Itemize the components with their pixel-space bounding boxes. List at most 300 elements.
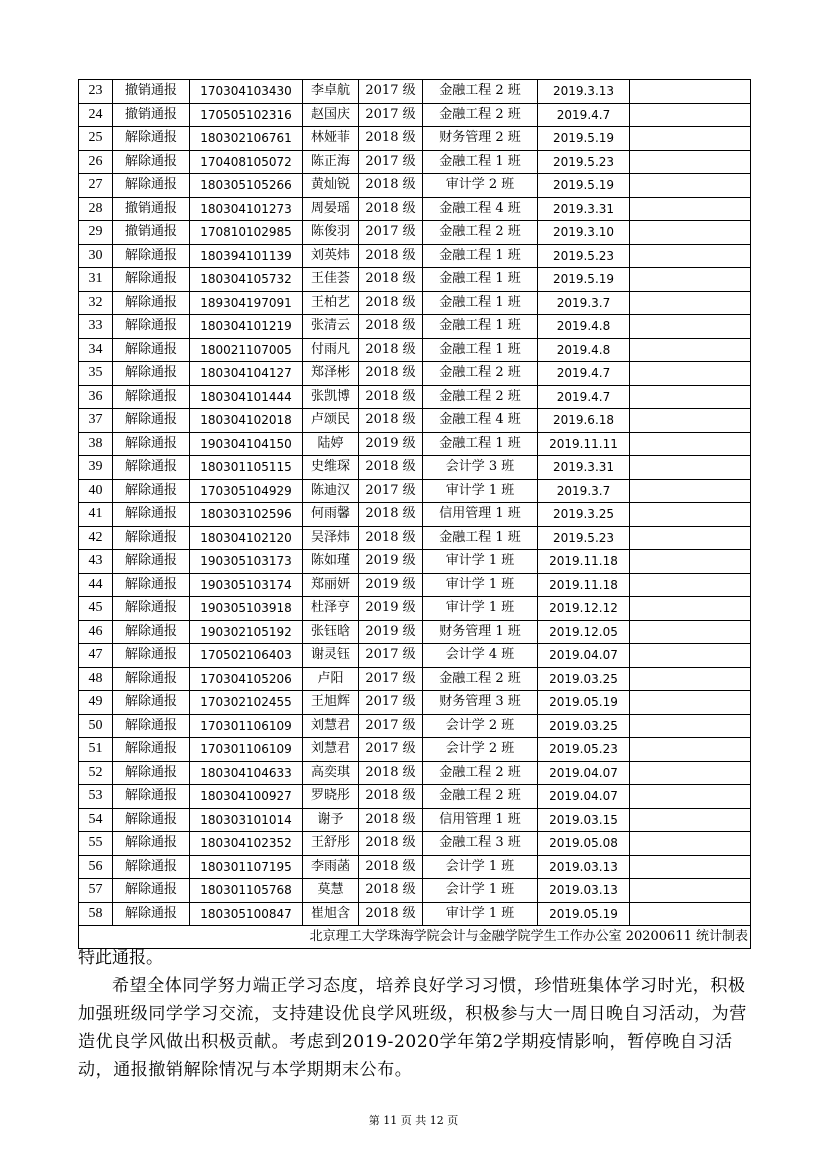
cell-student-id: 180305105266 <box>190 174 303 198</box>
cell-student-name: 王柏艺 <box>303 291 359 315</box>
cell-date: 2019.04.07 <box>538 785 630 809</box>
table-row <box>79 103 751 127</box>
cell-remark <box>630 409 751 433</box>
cell-date: 2019.03.13 <box>538 879 630 903</box>
cell-class: 金融工程 2 班 <box>423 103 538 127</box>
cell-student-id: 180304102018 <box>190 409 303 433</box>
cell-class: 金融工程 1 班 <box>423 432 538 456</box>
cell-grade: 2019 级 <box>359 620 423 644</box>
table-row <box>79 197 751 221</box>
cell-class: 金融工程 1 班 <box>423 268 538 292</box>
cell-date: 2019.3.13 <box>538 80 630 104</box>
table-row <box>79 738 751 762</box>
cell-class: 金融工程 2 班 <box>423 362 538 386</box>
cell-student-id: 170304103430 <box>190 80 303 104</box>
cell-grade: 2017 级 <box>359 221 423 245</box>
cell-date: 2019.5.19 <box>538 127 630 151</box>
cell-student-name: 陈迪汉 <box>303 479 359 503</box>
cell-grade: 2018 级 <box>359 197 423 221</box>
cell-grade: 2019 级 <box>359 432 423 456</box>
cell-student-id: 180021107005 <box>190 338 303 362</box>
cell-date: 2019.5.19 <box>538 174 630 198</box>
cell-student-id: 190305103918 <box>190 597 303 621</box>
cell-grade: 2018 级 <box>359 409 423 433</box>
cell-student-name: 林娅菲 <box>303 127 359 151</box>
cell-notice-type: 解除通报 <box>113 385 190 409</box>
table-row <box>79 244 751 268</box>
cell-class: 金融工程 3 班 <box>423 832 538 856</box>
cell-grade: 2017 级 <box>359 667 423 691</box>
cell-notice-type: 解除通报 <box>113 150 190 174</box>
cell-notice-type: 解除通报 <box>113 503 190 527</box>
cell-student-name: 王佳荟 <box>303 268 359 292</box>
cell-remark <box>630 244 751 268</box>
cell-index: 45 <box>79 597 113 621</box>
cell-student-id: 170301106109 <box>190 738 303 762</box>
page-number: 第 11 页 共 12 页 <box>368 1114 459 1127</box>
cell-notice-type: 解除通报 <box>113 644 190 668</box>
cell-date: 2019.12.05 <box>538 620 630 644</box>
cell-index: 34 <box>79 338 113 362</box>
cell-class: 会计学 2 班 <box>423 714 538 738</box>
cell-notice-type: 解除通报 <box>113 456 190 480</box>
cell-remark <box>630 902 751 926</box>
cell-student-id: 180303102596 <box>190 503 303 527</box>
cell-grade: 2018 级 <box>359 902 423 926</box>
closing-paragraph: 希望全体同学努力端正学习态度，培养良好学习习惯，珍惜班集体学习时光，积极加强班级同学学习交流，支持建设优良学风班级，积极参与大一周日晚自习活动，为营造优良学风做出积极贡献。考虑到2019-2020学年第2学期疫情影响，暂停晚自习活动，通报撤销解除情况与本学期期末公布。 <box>78 976 747 1080</box>
cell-date: 2019.04.07 <box>538 644 630 668</box>
cell-remark <box>630 785 751 809</box>
cell-grade: 2018 级 <box>359 761 423 785</box>
cell-notice-type: 解除通报 <box>113 620 190 644</box>
cell-date: 2019.05.19 <box>538 902 630 926</box>
table-row <box>79 409 751 433</box>
cell-notice-type: 解除通报 <box>113 902 190 926</box>
cell-student-name: 张钰晗 <box>303 620 359 644</box>
cell-remark <box>630 550 751 574</box>
cell-student-name: 陆婷 <box>303 432 359 456</box>
cell-student-id: 180304101273 <box>190 197 303 221</box>
cell-remark <box>630 644 751 668</box>
cell-date: 2019.3.31 <box>538 456 630 480</box>
cell-index: 46 <box>79 620 113 644</box>
table-row <box>79 150 751 174</box>
cell-date: 2019.03.25 <box>538 714 630 738</box>
cell-remark <box>630 691 751 715</box>
notice-record-table <box>78 79 751 949</box>
cell-index: 49 <box>79 691 113 715</box>
table-row <box>79 127 751 151</box>
cell-class: 金融工程 2 班 <box>423 761 538 785</box>
cell-date: 2019.04.07 <box>538 761 630 785</box>
cell-date: 2019.3.25 <box>538 503 630 527</box>
table-row <box>79 879 751 903</box>
table-row <box>79 268 751 292</box>
table-row <box>79 221 751 245</box>
cell-class: 金融工程 1 班 <box>423 338 538 362</box>
cell-student-id: 170302102455 <box>190 691 303 715</box>
cell-remark <box>630 855 751 879</box>
cell-grade: 2018 级 <box>359 456 423 480</box>
cell-notice-type: 撤销通报 <box>113 197 190 221</box>
table-row <box>79 338 751 362</box>
cell-grade: 2019 级 <box>359 573 423 597</box>
cell-student-id: 180301105115 <box>190 456 303 480</box>
cell-notice-type: 解除通报 <box>113 714 190 738</box>
cell-date: 2019.12.12 <box>538 597 630 621</box>
cell-class: 金融工程 2 班 <box>423 385 538 409</box>
cell-class: 审计学 1 班 <box>423 550 538 574</box>
cell-index: 43 <box>79 550 113 574</box>
cell-class: 金融工程 2 班 <box>423 221 538 245</box>
table-row <box>79 479 751 503</box>
cell-index: 44 <box>79 573 113 597</box>
cell-date: 2019.4.8 <box>538 315 630 339</box>
table-row <box>79 573 751 597</box>
cell-student-id: 180302106761 <box>190 127 303 151</box>
cell-remark <box>630 667 751 691</box>
table-row <box>79 691 751 715</box>
cell-date: 2019.4.7 <box>538 362 630 386</box>
cell-index: 25 <box>79 127 113 151</box>
cell-student-id: 180304100927 <box>190 785 303 809</box>
cell-date: 2019.11.18 <box>538 550 630 574</box>
cell-student-name: 卢颂民 <box>303 409 359 433</box>
cell-student-name: 张清云 <box>303 315 359 339</box>
table-row <box>79 80 751 104</box>
cell-notice-type: 撤销通报 <box>113 103 190 127</box>
table-row <box>79 620 751 644</box>
cell-date: 2019.03.25 <box>538 667 630 691</box>
table-footer-note: 北京理工大学珠海学院会计与金融学院学生工作办公室 20200611 统计制表 <box>79 926 751 949</box>
cell-index: 38 <box>79 432 113 456</box>
cell-date: 2019.4.8 <box>538 338 630 362</box>
cell-remark <box>630 291 751 315</box>
cell-index: 50 <box>79 714 113 738</box>
cell-class: 金融工程 2 班 <box>423 80 538 104</box>
cell-notice-type: 解除通报 <box>113 244 190 268</box>
table-row <box>79 832 751 856</box>
cell-remark <box>630 338 751 362</box>
table-row <box>79 902 751 926</box>
cell-class: 会计学 3 班 <box>423 456 538 480</box>
cell-index: 39 <box>79 456 113 480</box>
cell-index: 31 <box>79 268 113 292</box>
cell-remark <box>630 714 751 738</box>
cell-remark <box>630 456 751 480</box>
cell-notice-type: 解除通报 <box>113 879 190 903</box>
cell-remark <box>630 103 751 127</box>
cell-notice-type: 解除通报 <box>113 291 190 315</box>
cell-student-id: 190304104150 <box>190 432 303 456</box>
cell-student-name: 王旭辉 <box>303 691 359 715</box>
cell-notice-type: 解除通报 <box>113 550 190 574</box>
cell-index: 32 <box>79 291 113 315</box>
cell-date: 2019.4.7 <box>538 385 630 409</box>
cell-notice-type: 解除通报 <box>113 785 190 809</box>
table-row <box>79 714 751 738</box>
cell-remark <box>630 362 751 386</box>
cell-remark <box>630 197 751 221</box>
cell-student-name: 罗晓彤 <box>303 785 359 809</box>
cell-class: 信用管理 1 班 <box>423 808 538 832</box>
cell-class: 金融工程 1 班 <box>423 150 538 174</box>
cell-student-name: 张凯博 <box>303 385 359 409</box>
cell-index: 29 <box>79 221 113 245</box>
cell-notice-type: 解除通报 <box>113 808 190 832</box>
cell-index: 36 <box>79 385 113 409</box>
cell-date: 2019.05.23 <box>538 738 630 762</box>
cell-remark <box>630 832 751 856</box>
cell-student-id: 170408105072 <box>190 150 303 174</box>
cell-student-id: 180301107195 <box>190 855 303 879</box>
cell-grade: 2017 级 <box>359 479 423 503</box>
cell-index: 41 <box>79 503 113 527</box>
cell-student-name: 刘慧君 <box>303 714 359 738</box>
cell-grade: 2018 级 <box>359 385 423 409</box>
cell-class: 审计学 2 班 <box>423 174 538 198</box>
cell-remark <box>630 526 751 550</box>
cell-notice-type: 解除通报 <box>113 268 190 292</box>
cell-student-id: 180304104633 <box>190 761 303 785</box>
cell-student-name: 郑丽妍 <box>303 573 359 597</box>
cell-grade: 2018 级 <box>359 832 423 856</box>
cell-grade: 2018 级 <box>359 855 423 879</box>
cell-class: 审计学 1 班 <box>423 479 538 503</box>
cell-notice-type: 撤销通报 <box>113 221 190 245</box>
cell-grade: 2018 级 <box>359 338 423 362</box>
cell-student-name: 莫慧 <box>303 879 359 903</box>
cell-notice-type: 解除通报 <box>113 738 190 762</box>
cell-date: 2019.3.7 <box>538 291 630 315</box>
cell-student-name: 卢阳 <box>303 667 359 691</box>
cell-remark <box>630 432 751 456</box>
cell-grade: 2018 级 <box>359 808 423 832</box>
cell-index: 28 <box>79 197 113 221</box>
cell-student-id: 170810102985 <box>190 221 303 245</box>
cell-student-id: 180304105732 <box>190 268 303 292</box>
cell-remark <box>630 80 751 104</box>
table-row <box>79 526 751 550</box>
cell-grade: 2018 级 <box>359 127 423 151</box>
cell-grade: 2018 级 <box>359 879 423 903</box>
table-row <box>79 385 751 409</box>
cell-grade: 2018 级 <box>359 362 423 386</box>
cell-date: 2019.4.7 <box>538 103 630 127</box>
cell-grade: 2017 级 <box>359 644 423 668</box>
cell-index: 51 <box>79 738 113 762</box>
table-row <box>79 291 751 315</box>
cell-student-name: 吴泽炜 <box>303 526 359 550</box>
cell-grade: 2017 级 <box>359 103 423 127</box>
cell-remark <box>630 573 751 597</box>
cell-class: 会计学 1 班 <box>423 855 538 879</box>
table-row <box>79 315 751 339</box>
cell-class: 会计学 1 班 <box>423 879 538 903</box>
cell-grade: 2017 级 <box>359 150 423 174</box>
cell-student-id: 180303101014 <box>190 808 303 832</box>
cell-student-name: 杜泽亨 <box>303 597 359 621</box>
cell-index: 23 <box>79 80 113 104</box>
cell-index: 42 <box>79 526 113 550</box>
cell-date: 2019.05.19 <box>538 691 630 715</box>
cell-student-name: 陈如瑾 <box>303 550 359 574</box>
cell-class: 会计学 4 班 <box>423 644 538 668</box>
table-row <box>79 855 751 879</box>
cell-grade: 2017 级 <box>359 691 423 715</box>
cell-index: 37 <box>79 409 113 433</box>
cell-student-id: 190305103174 <box>190 573 303 597</box>
cell-student-name: 赵国庆 <box>303 103 359 127</box>
cell-class: 金融工程 1 班 <box>423 244 538 268</box>
cell-notice-type: 解除通报 <box>113 174 190 198</box>
cell-remark <box>630 479 751 503</box>
cell-remark <box>630 597 751 621</box>
cell-index: 55 <box>79 832 113 856</box>
table-row <box>79 503 751 527</box>
table-row <box>79 597 751 621</box>
cell-index: 56 <box>79 855 113 879</box>
cell-index: 40 <box>79 479 113 503</box>
cell-class: 金融工程 1 班 <box>423 291 538 315</box>
cell-class: 财务管理 3 班 <box>423 691 538 715</box>
cell-remark <box>630 761 751 785</box>
cell-class: 审计学 1 班 <box>423 573 538 597</box>
table-row <box>79 785 751 809</box>
cell-student-id: 180394101139 <box>190 244 303 268</box>
cell-student-id: 170305104929 <box>190 479 303 503</box>
cell-class: 金融工程 4 班 <box>423 197 538 221</box>
cell-index: 53 <box>79 785 113 809</box>
cell-student-name: 黄灿锐 <box>303 174 359 198</box>
cell-student-name: 李雨菡 <box>303 855 359 879</box>
cell-notice-type: 解除通报 <box>113 362 190 386</box>
cell-grade: 2018 级 <box>359 785 423 809</box>
cell-grade: 2018 级 <box>359 503 423 527</box>
cell-student-id: 170505102316 <box>190 103 303 127</box>
table-row <box>79 667 751 691</box>
cell-index: 48 <box>79 667 113 691</box>
cell-date: 2019.11.11 <box>538 432 630 456</box>
cell-date: 2019.3.10 <box>538 221 630 245</box>
cell-grade: 2019 级 <box>359 597 423 621</box>
cell-class: 会计学 2 班 <box>423 738 538 762</box>
closing-heading: 特此通报。 <box>78 948 163 968</box>
table-row <box>79 174 751 198</box>
cell-class: 金融工程 1 班 <box>423 315 538 339</box>
cell-notice-type: 解除通报 <box>113 127 190 151</box>
cell-date: 2019.5.23 <box>538 526 630 550</box>
cell-grade: 2019 级 <box>359 550 423 574</box>
cell-date: 2019.11.18 <box>538 573 630 597</box>
cell-notice-type: 解除通报 <box>113 338 190 362</box>
cell-index: 47 <box>79 644 113 668</box>
cell-remark <box>630 315 751 339</box>
cell-notice-type: 解除通报 <box>113 409 190 433</box>
cell-grade: 2017 级 <box>359 714 423 738</box>
cell-student-name: 谢予 <box>303 808 359 832</box>
cell-student-name: 周晏瑶 <box>303 197 359 221</box>
cell-student-name: 刘慧君 <box>303 738 359 762</box>
cell-student-name: 李卓航 <box>303 80 359 104</box>
cell-date: 2019.5.23 <box>538 150 630 174</box>
cell-class: 审计学 1 班 <box>423 902 538 926</box>
cell-index: 54 <box>79 808 113 832</box>
cell-student-id: 170301106109 <box>190 714 303 738</box>
cell-class: 金融工程 2 班 <box>423 667 538 691</box>
cell-grade: 2018 级 <box>359 315 423 339</box>
cell-grade: 2018 级 <box>359 244 423 268</box>
cell-notice-type: 解除通报 <box>113 761 190 785</box>
cell-grade: 2018 级 <box>359 174 423 198</box>
table-row <box>79 761 751 785</box>
cell-student-id: 190302105192 <box>190 620 303 644</box>
cell-index: 26 <box>79 150 113 174</box>
cell-student-name: 何雨馨 <box>303 503 359 527</box>
table-row <box>79 808 751 832</box>
cell-remark <box>630 174 751 198</box>
cell-remark <box>630 268 751 292</box>
cell-grade: 2018 级 <box>359 291 423 315</box>
cell-index: 30 <box>79 244 113 268</box>
cell-student-id: 180305100847 <box>190 902 303 926</box>
cell-class: 审计学 1 班 <box>423 597 538 621</box>
cell-notice-type: 解除通报 <box>113 597 190 621</box>
cell-date: 2019.3.7 <box>538 479 630 503</box>
cell-index: 52 <box>79 761 113 785</box>
cell-student-name: 史维琛 <box>303 456 359 480</box>
cell-date: 2019.03.13 <box>538 855 630 879</box>
cell-remark <box>630 738 751 762</box>
cell-student-id: 170502106403 <box>190 644 303 668</box>
table-row <box>79 456 751 480</box>
cell-remark <box>630 503 751 527</box>
cell-date: 2019.5.19 <box>538 268 630 292</box>
cell-notice-type: 解除通报 <box>113 432 190 456</box>
table-row <box>79 362 751 386</box>
cell-student-name: 谢灵钰 <box>303 644 359 668</box>
table-row <box>79 550 751 574</box>
cell-student-id: 180304102352 <box>190 832 303 856</box>
cell-class: 金融工程 4 班 <box>423 409 538 433</box>
cell-notice-type: 解除通报 <box>113 855 190 879</box>
cell-index: 35 <box>79 362 113 386</box>
cell-notice-type: 解除通报 <box>113 667 190 691</box>
cell-remark <box>630 620 751 644</box>
cell-notice-type: 解除通报 <box>113 315 190 339</box>
cell-student-name: 陈俊羽 <box>303 221 359 245</box>
cell-remark <box>630 385 751 409</box>
cell-class: 财务管理 1 班 <box>423 620 538 644</box>
cell-grade: 2018 级 <box>359 526 423 550</box>
cell-remark <box>630 150 751 174</box>
cell-notice-type: 解除通报 <box>113 832 190 856</box>
cell-student-id: 180304102120 <box>190 526 303 550</box>
cell-notice-type: 解除通报 <box>113 479 190 503</box>
cell-remark <box>630 221 751 245</box>
cell-student-name: 崔旭含 <box>303 902 359 926</box>
cell-student-id: 180301105768 <box>190 879 303 903</box>
cell-class: 金融工程 2 班 <box>423 785 538 809</box>
cell-remark <box>630 879 751 903</box>
cell-notice-type: 解除通报 <box>113 573 190 597</box>
cell-class: 财务管理 2 班 <box>423 127 538 151</box>
cell-student-name: 高奕琪 <box>303 761 359 785</box>
cell-notice-type: 撤销通报 <box>113 80 190 104</box>
cell-index: 33 <box>79 315 113 339</box>
table-row <box>79 644 751 668</box>
cell-index: 57 <box>79 879 113 903</box>
